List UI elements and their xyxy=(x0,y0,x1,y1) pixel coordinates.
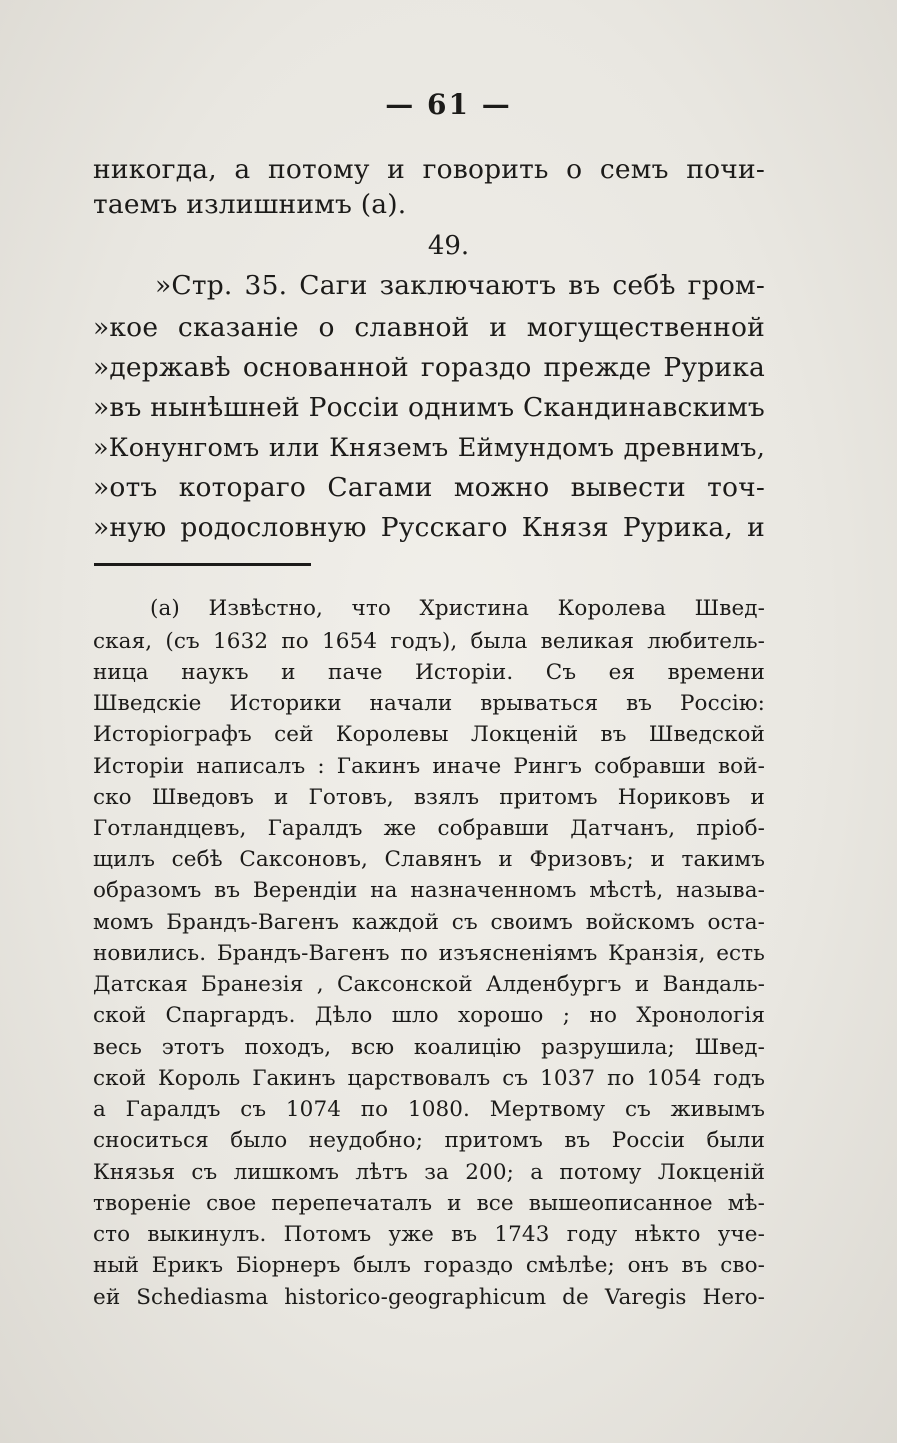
footnote-line: Готландцевъ, Гаралдъ же собравши Датчанъ, пріоб- xyxy=(93,816,765,841)
quote-line: »въ нынѣшней Россіи однимъ Скандинавскимъ xyxy=(93,392,765,423)
footnote-line: (а) Извѣстно, что Христина Королева Швед- xyxy=(150,596,765,621)
page-header: — 61 — xyxy=(385,88,512,121)
footnote-line: новились. Брандъ-Вагенъ по изъясненіямъ Кранзія, есть xyxy=(93,941,765,966)
footnote-line: Исторіи написалъ : Гакинъ иначе Рингъ собравши вой- xyxy=(93,754,765,779)
footnote-line: ница наукъ и паче Исторіи. Съ ея времени xyxy=(93,660,765,685)
quote-line: »державѣ основанной гораздо прежде Рурика xyxy=(93,352,765,383)
quote-line: »Стр. 35. Саги заключаютъ въ себѣ гром- xyxy=(155,270,765,301)
footnote-line: образомъ въ Верендіи на назначенномъ мѣстѣ, называ- xyxy=(93,878,765,903)
footnote-line: весь этотъ походъ, всю коалицію разрушила; Швед- xyxy=(93,1035,765,1060)
quote-line: »отъ котораго Сагами можно вывести точ- xyxy=(93,472,765,503)
footnote-line: момъ Брандъ-Вагенъ каждой съ своимъ войскомъ оста- xyxy=(93,910,765,935)
section-number: 49. xyxy=(427,231,470,261)
footnote-separator xyxy=(94,563,311,566)
footnote-line: ный Ерикъ Біорнеръ былъ гораздо смѣлѣе; онъ въ сво- xyxy=(93,1253,765,1278)
footnote-line: сноситься было неудобно; притомъ въ Россіи были xyxy=(93,1128,765,1153)
footnote-line: Князья съ лишкомъ лѣтъ за 200; а потому Локценій xyxy=(93,1160,765,1185)
footnote-line: щилъ себѣ Саксоновъ, Славянъ и Фризовъ; и такимъ xyxy=(93,847,765,872)
footnote-line: ской Король Гакинъ царствовалъ съ 1037 по 1054 годъ xyxy=(93,1066,765,1091)
footnote-line: Датская Бранезія , Саксонской Алденбургъ и Вандаль- xyxy=(93,972,765,997)
footnote-line: ской Спаргардъ. Дѣло шло хорошо ; но Хронологія xyxy=(93,1003,765,1028)
quote-line: »ную родословную Русскаго Князя Рурика, и xyxy=(93,512,765,543)
quote-line: »Конунгомъ или Княземъ Еймундомъ древнимъ, xyxy=(93,433,765,463)
footnote-line: твореніе свое перепечаталъ и все вышеописанное мѣ- xyxy=(93,1191,765,1216)
main-text-line: таемъ излишнимъ (а). xyxy=(93,189,407,220)
footnote-line: Исторіографъ сей Королевы Локценій въ Шведской xyxy=(93,722,765,747)
footnote-line: ская, (съ 1632 по 1654 годъ), была великая любитель- xyxy=(93,629,765,654)
footnote-line: сто выкинулъ. Потомъ уже въ 1743 году нѣкто уче- xyxy=(93,1222,765,1247)
footnote-line: Шведскіе Историки начали врываться въ Россію: xyxy=(93,691,765,716)
main-text-line: никогда, а потому и говорить о семъ почи- xyxy=(93,154,765,185)
quote-line: »кое сказаніе о славной и могущественной xyxy=(93,312,765,343)
footnote-line: ей Schediasma historico-geographicum de Varegis Hero- xyxy=(93,1285,765,1310)
footnote-line: ско Шведовъ и Готовъ, взялъ притомъ Нориковъ и xyxy=(93,785,765,810)
footnote-line: а Гаралдъ съ 1074 по 1080. Мертвому съ живымъ xyxy=(93,1097,765,1122)
